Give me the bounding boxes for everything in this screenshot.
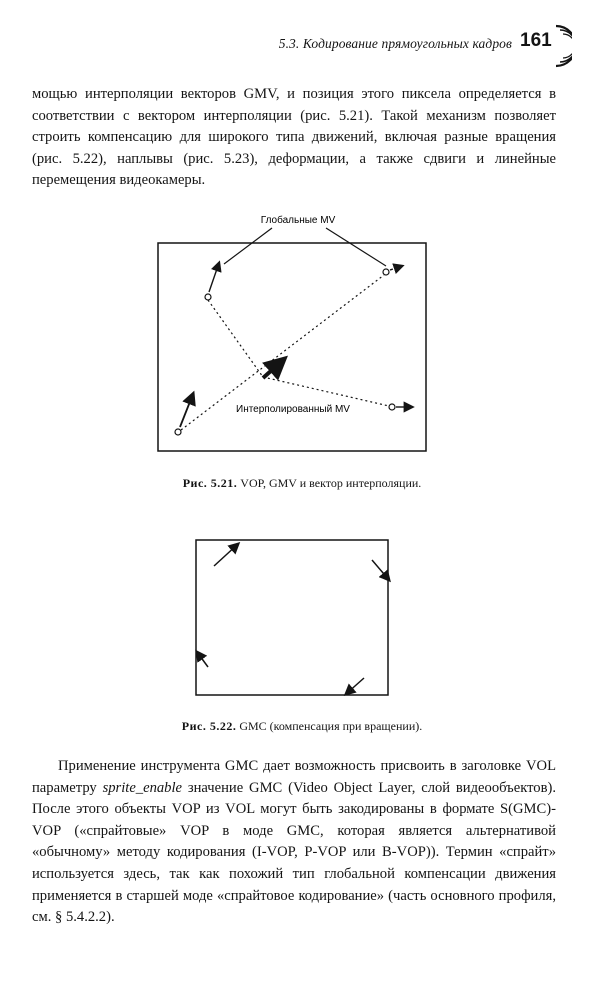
rotation-vector-bottom-right [346,678,364,694]
running-head: 5.3. Кодирование прямоугольных кадров [278,36,512,51]
rotation-vector-top-right [372,560,389,580]
caption-5-21-number: Рис. 5.21. [182,476,238,490]
paragraph-top: мощью интерполяции векторов GMV, и позиция этого пиксела определяется в соответствии с вектором интерполяции (рис. 5.21). Такой механизм позволяет строить компенсацию для широкого типа движений, включая разные вращения (рис. 5.22), наплывы (рис. 5.23), деформации, а также сдвиги и линейные перемещения видеокамеры. [32,86,556,189]
caption-5-21-text: VOP, GMV и вектор интерполяции. [240,476,422,490]
paragraph-bottom-part2: значение GMC (Video Object Layer, слой видеообъектов). После этого объекты VOP из VOL могут быть закодированы в формате S(GMC)-VOP («спрайтовые» VOP в моде GMC, которая является альтернативой «обычному» методу кодирования (I-VOP, P-VOP или B-VOP)). Термин «спрайт» используется здесь, так как похожий тип глобальной компенсации движения применяется в старшей моде «спрайтовое кодирование» (часть основного профиля, см. § 5.4.2.2). [32,779,556,926]
label-interpolated-mv: Интерполированный MV [236,404,350,415]
rotation-vector-top-left [214,544,238,566]
rotation-vector-bottom-left [197,652,208,667]
page-number: 161 [520,30,552,51]
caption-5-22-text: GMC (компенсация при вращении). [239,719,423,733]
sprite-enable-term: sprite_enable [102,779,183,796]
caption-5-22-number: Рис. 5.22. [181,719,237,733]
paragraph-bottom [32,756,556,929]
label-global-mv: Глобальные MV [260,215,336,226]
caption-5-22 [0,719,604,734]
rotation-frame [196,540,388,695]
paragraph-bottom-part1: Применение инструмента GMC дает возможность присвоить в заголовке VOL параметру [32,758,556,796]
